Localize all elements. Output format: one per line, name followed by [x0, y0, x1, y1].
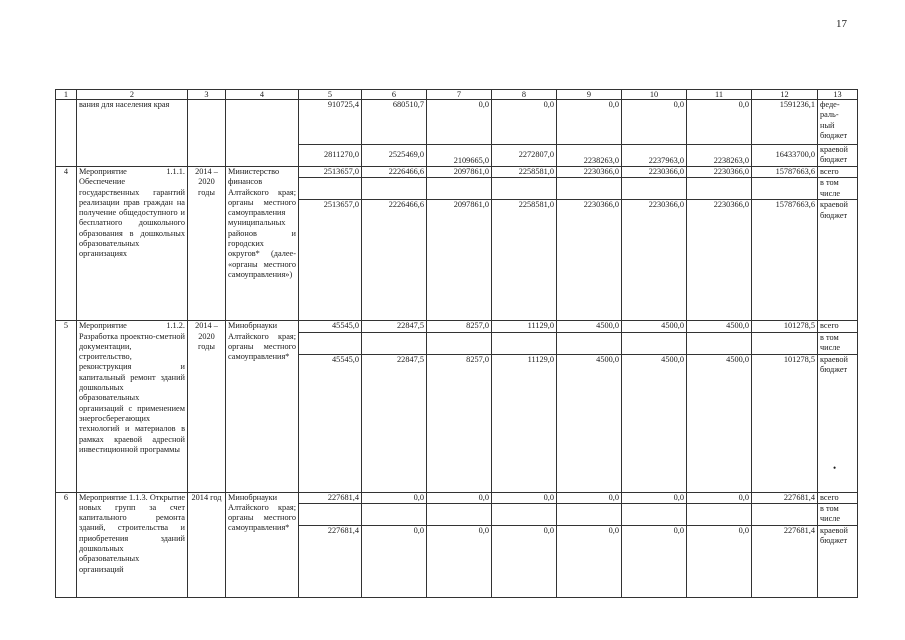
amount-cell [299, 332, 362, 354]
page-number: 17 [836, 18, 847, 30]
amount-cell [752, 178, 818, 200]
amount-cell: 680510,7 [362, 100, 427, 145]
amount-cell: 22847,5 [362, 321, 427, 332]
measure-name: Мероприятие 1.1.3. Открытие новых групп за счет капитального ремонта зданий, строительства и приобретения зданий дошкольных образовательных организаций [77, 492, 188, 597]
amount-cell: 0,0 [622, 100, 687, 145]
amount-cell [362, 503, 427, 525]
amount-cell: 0,0 [362, 525, 427, 597]
amount-cell: 4500,0 [622, 321, 687, 332]
column-number: 5 [299, 90, 362, 100]
amount-cell: 2097861,0 [427, 200, 492, 321]
amount-cell: 227681,4 [752, 492, 818, 503]
funding-source: феде- раль- ный бюджет [818, 100, 858, 145]
amount-cell [492, 332, 557, 354]
period: 2014 – 2020 годы [188, 321, 226, 492]
amount-cell [752, 503, 818, 525]
amount-cell [687, 503, 752, 525]
amount-cell [492, 178, 557, 200]
amount-cell: 45545,0 [299, 321, 362, 332]
amount-cell [752, 332, 818, 354]
row-number: 6 [56, 492, 77, 597]
row-number: 5 [56, 321, 77, 492]
amount-cell [362, 178, 427, 200]
column-number: 11 [687, 90, 752, 100]
amount-cell: 0,0 [492, 100, 557, 145]
funding-source: всего [818, 167, 858, 178]
funding-source: в том числе [818, 503, 858, 525]
amount-cell: 45545,0 [299, 354, 362, 492]
amount-cell: 2230366,0 [687, 200, 752, 321]
amount-cell: 8257,0 [427, 354, 492, 492]
amount-cell: 910725,4 [299, 100, 362, 145]
column-number: 9 [557, 90, 622, 100]
amount-cell [622, 332, 687, 354]
column-number: 7 [427, 90, 492, 100]
amount-cell: 2230366,0 [622, 200, 687, 321]
amount-cell: 0,0 [492, 492, 557, 503]
amount-cell: 1591236,1 [752, 100, 818, 145]
amount-cell: 0,0 [687, 492, 752, 503]
amount-cell: 2230366,0 [687, 167, 752, 178]
funding-source: краевой бюджет [818, 145, 858, 167]
measure-name: Мероприятие 1.1.2. Разработка проектно-сметной документации, строительство, реконструкция и капитальный ремонт зданий дошкольных образовательных организаций с применением энергосберегающих технологий и материалов в рамках краевой адресной инвестиционной программы [77, 321, 188, 492]
amount-cell: 11129,0 [492, 354, 557, 492]
measure-name: Мероприятие 1.1.1. Обеспечение государственных гарантий реализации прав граждан на получение общедоступного и бесплатного дошкольного образования в дошкольных образовательных организациях [77, 167, 188, 321]
executor: Минобрнауки Алтайского края; органы местного самоуправления* [226, 321, 299, 492]
amount-cell: 2525469,0 [362, 145, 427, 167]
amount-cell: 0,0 [492, 525, 557, 597]
budget-table [55, 89, 858, 598]
amount-cell [557, 332, 622, 354]
amount-cell: 2237963,0 [622, 145, 687, 167]
amount-cell [427, 503, 492, 525]
amount-cell: 2109665,0 [427, 145, 492, 167]
column-number: 4 [226, 90, 299, 100]
funding-source: в том числе [818, 178, 858, 200]
amount-cell: 2230366,0 [557, 167, 622, 178]
amount-cell [687, 178, 752, 200]
executor: Минобрнауки Алтайского края; органы местного самоуправления* [226, 492, 299, 597]
amount-cell: 101278,5 [752, 321, 818, 332]
column-number: 2 [77, 90, 188, 100]
table-row [56, 100, 858, 145]
amount-cell: 227681,4 [299, 492, 362, 503]
amount-cell: 0,0 [622, 525, 687, 597]
period: 2014 год [188, 492, 226, 597]
table-row [56, 321, 858, 332]
amount-cell: 0,0 [622, 492, 687, 503]
amount-cell [299, 503, 362, 525]
amount-cell: 2811270,0 [299, 145, 362, 167]
amount-cell: 4500,0 [557, 354, 622, 492]
amount-cell: 2230366,0 [557, 200, 622, 321]
amount-cell: 227681,4 [752, 525, 818, 597]
funding-source: краевой бюджет [818, 525, 858, 597]
amount-cell [492, 503, 557, 525]
amount-cell [427, 332, 492, 354]
amount-cell: 2272807,0 [492, 145, 557, 167]
amount-cell: 4500,0 [687, 321, 752, 332]
amount-cell [622, 178, 687, 200]
measure-name: вания для населения края [77, 100, 188, 167]
column-number: 6 [362, 90, 427, 100]
amount-cell: 227681,4 [299, 525, 362, 597]
amount-cell [622, 503, 687, 525]
amount-cell: 16433700,0 [752, 145, 818, 167]
amount-cell: 22847,5 [362, 354, 427, 492]
amount-cell: 8257,0 [427, 321, 492, 332]
amount-cell: 0,0 [557, 492, 622, 503]
column-number: 3 [188, 90, 226, 100]
amount-cell: 2238263,0 [687, 145, 752, 167]
funding-source: всего [818, 492, 858, 503]
column-number: 10 [622, 90, 687, 100]
amount-cell: 4500,0 [622, 354, 687, 492]
amount-cell: 101278,5 [752, 354, 818, 492]
amount-cell: 2097861,0 [427, 167, 492, 178]
amount-cell: 2513657,0 [299, 200, 362, 321]
amount-cell [687, 332, 752, 354]
amount-cell: 0,0 [427, 525, 492, 597]
funding-source: в том числе [818, 332, 858, 354]
amount-cell: 4500,0 [687, 354, 752, 492]
amount-cell [557, 178, 622, 200]
amount-cell: 2226466,6 [362, 167, 427, 178]
amount-cell: 0,0 [362, 492, 427, 503]
column-number: 13 [818, 90, 858, 100]
stray-dot: • [833, 463, 837, 473]
amount-cell: 11129,0 [492, 321, 557, 332]
table-row [56, 167, 858, 178]
column-number: 12 [752, 90, 818, 100]
amount-cell: 15787663,6 [752, 200, 818, 321]
amount-cell: 0,0 [427, 492, 492, 503]
amount-cell: 2513657,0 [299, 167, 362, 178]
funding-source: краевой бюджет [818, 200, 858, 321]
amount-cell: 0,0 [557, 100, 622, 145]
amount-cell: 0,0 [427, 100, 492, 145]
row-number: 4 [56, 167, 77, 321]
funding-source: всего [818, 321, 858, 332]
amount-cell: 2258581,0 [492, 167, 557, 178]
amount-cell: 4500,0 [557, 321, 622, 332]
period: 2014 – 2020 годы [188, 167, 226, 321]
funding-source: краевой бюджет [818, 354, 858, 492]
amount-cell: 2238263,0 [557, 145, 622, 167]
amount-cell: 0,0 [687, 100, 752, 145]
amount-cell [427, 178, 492, 200]
amount-cell: 0,0 [557, 525, 622, 597]
amount-cell [557, 503, 622, 525]
amount-cell: 2230366,0 [622, 167, 687, 178]
amount-cell: 15787663,6 [752, 167, 818, 178]
amount-cell: 2258581,0 [492, 200, 557, 321]
amount-cell [299, 178, 362, 200]
column-number: 8 [492, 90, 557, 100]
column-number-row [56, 90, 858, 100]
amount-cell: 2226466,6 [362, 200, 427, 321]
amount-cell: 0,0 [687, 525, 752, 597]
amount-cell [362, 332, 427, 354]
executor: Министерство финансов Алтайского края; органы местного самоуправления муниципальных районов и городских округов* (далее- «органы местного самоуправления») [226, 167, 299, 321]
table-row [56, 492, 858, 503]
column-number: 1 [56, 90, 77, 100]
